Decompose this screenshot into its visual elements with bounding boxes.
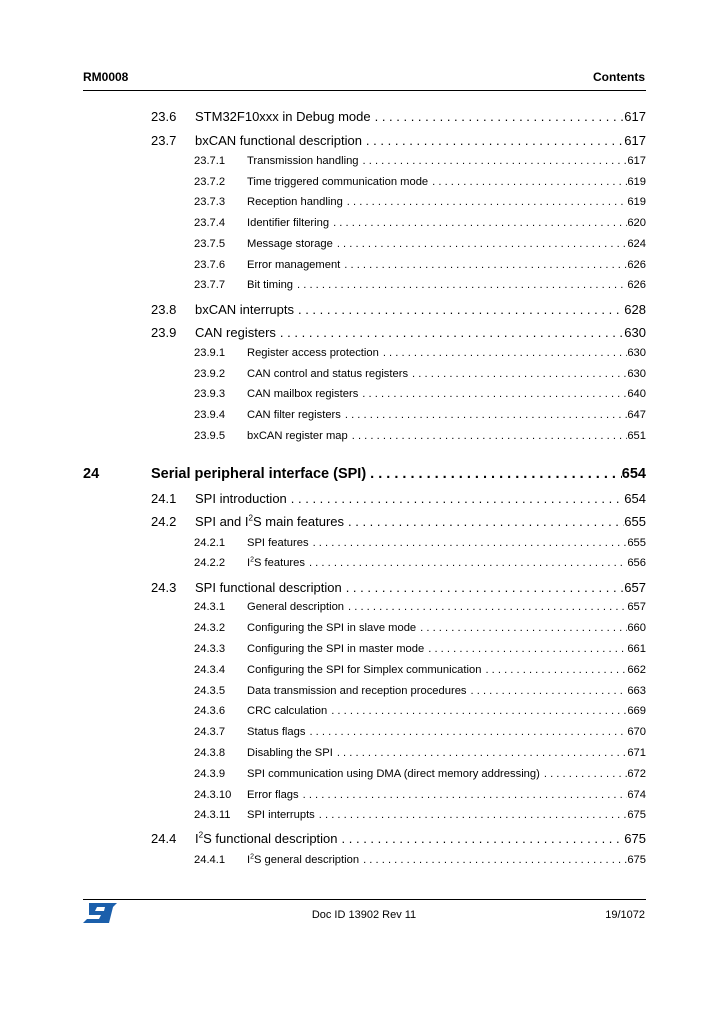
toc-page: 617 (624, 133, 646, 148)
toc-leader (428, 176, 627, 188)
toc-entry[interactable] (194, 388, 646, 400)
toc-title: Configuring the SPI in slave mode (247, 622, 417, 634)
toc-page: 671 (627, 747, 646, 759)
toc-number: 23.9.1 (194, 347, 226, 359)
toc-leader (305, 557, 627, 569)
toc-page: 630 (624, 325, 646, 340)
toc-number: 24.3.6 (194, 705, 226, 717)
toc-page: 655 (624, 514, 646, 529)
toc-entry[interactable] (194, 809, 646, 821)
toc-number: 23.8 (151, 302, 177, 317)
toc-number: 24.3.3 (194, 643, 226, 655)
toc-leader (344, 514, 624, 529)
toc-title: Error flags (247, 789, 299, 801)
toc-entry[interactable] (194, 789, 646, 801)
footer-divider (83, 899, 646, 900)
toc-page: 624 (627, 238, 646, 250)
toc-leader (358, 388, 627, 400)
toc-number: 23.6 (151, 109, 177, 124)
toc-page: 626 (627, 259, 646, 271)
toc-title: SPI communication using DMA (direct memory addressing) (247, 768, 540, 780)
toc-entry[interactable] (194, 347, 646, 359)
toc-number: 24.4.1 (194, 854, 226, 866)
toc-number: 23.9.2 (194, 368, 226, 380)
toc-leader (299, 789, 628, 801)
toc-leader (341, 409, 627, 421)
toc-leader (362, 133, 624, 148)
toc-leader (359, 854, 627, 866)
toc-entry[interactable] (194, 622, 646, 634)
toc-entry[interactable] (151, 325, 646, 340)
toc-leader (276, 325, 624, 340)
toc-page: 675 (627, 809, 646, 821)
toc-entry[interactable] (194, 643, 646, 655)
toc-number: 23.7.4 (194, 217, 226, 229)
toc-title: bxCAN interrupts (195, 302, 294, 317)
toc-entry[interactable] (194, 685, 646, 697)
toc-entry[interactable] (194, 409, 646, 421)
toc-entry[interactable] (194, 664, 646, 676)
toc-title: $I^2S$ features (247, 556, 305, 569)
toc-entry[interactable] (194, 705, 646, 717)
toc-leader (340, 259, 627, 271)
toc-leader (481, 664, 627, 676)
toc-title: Data transmission and reception procedures (247, 685, 467, 697)
toc-page: 630 (627, 368, 646, 380)
toc-page: 619 (627, 176, 646, 188)
toc-entry[interactable] (151, 491, 646, 506)
toc-number: 24.3.9 (194, 768, 226, 780)
toc-entry[interactable] (194, 238, 646, 250)
toc-entry[interactable] (151, 302, 646, 317)
toc-page: 662 (627, 664, 646, 676)
toc-title: bxCAN functional description (195, 133, 362, 148)
toc-page: 654 (621, 466, 646, 482)
header-section-title: Contents (593, 70, 645, 84)
toc-title: SPI and $I^2S$ main features (195, 513, 345, 529)
toc-title: $I^2S$ functional description (195, 830, 338, 846)
toc-entry[interactable] (194, 726, 646, 738)
toc-title: Reception handling (247, 196, 343, 208)
toc-entry[interactable] (194, 768, 646, 780)
toc-leader (344, 601, 627, 613)
toc-number: 24.3.11 (194, 809, 231, 821)
toc-page: 620 (627, 217, 646, 229)
toc-title: Error management (247, 259, 341, 271)
toc-entry[interactable] (194, 430, 646, 442)
toc-title: CAN mailbox registers (247, 388, 359, 400)
toc-entry[interactable] (151, 514, 646, 529)
header-divider (83, 90, 646, 91)
toc-entry[interactable] (194, 368, 646, 380)
toc-number: 24.2.1 (194, 537, 226, 549)
toc-leader (294, 302, 624, 317)
toc-page: 672 (627, 768, 646, 780)
toc-number: 24.4 (151, 831, 177, 846)
toc-page: 619 (627, 196, 646, 208)
toc-leader (343, 196, 628, 208)
toc-leader (379, 347, 628, 359)
footer-page-number: 19/1072 (605, 909, 645, 921)
toc-leader (540, 768, 627, 780)
toc-entry[interactable] (194, 537, 646, 549)
toc-entry[interactable] (151, 133, 646, 148)
toc-page: 651 (627, 430, 646, 442)
toc-title: Configuring the SPI for Simplex communication (247, 664, 482, 676)
toc-entry[interactable] (194, 279, 646, 291)
toc-leader (287, 491, 625, 506)
toc-page: 654 (624, 491, 646, 506)
toc-title: Register access protection (247, 347, 379, 359)
toc-leader (333, 747, 628, 759)
toc-number: 24.3.7 (194, 726, 226, 738)
toc-number: 23.9 (151, 325, 177, 340)
toc-leader (342, 580, 625, 595)
toc-number: 23.7.5 (194, 238, 226, 250)
toc-leader (338, 831, 625, 846)
toc-title: General description (247, 601, 345, 613)
toc-number: 23.9.4 (194, 409, 226, 421)
toc-title: Identifier filtering (247, 217, 330, 229)
toc-number: 24.1 (151, 491, 177, 506)
toc-leader (416, 622, 627, 634)
toc-number: 23.7.6 (194, 259, 226, 271)
toc-page: 626 (627, 279, 646, 291)
toc-title: STM32F10xxx in Debug mode (195, 109, 371, 124)
toc-title: bxCAN register map (247, 430, 348, 442)
toc-number: 24.3.10 (194, 789, 232, 801)
toc-page: 655 (627, 537, 646, 549)
toc-entry[interactable] (194, 854, 646, 866)
toc-page: 669 (627, 705, 646, 717)
toc-page: 661 (627, 643, 646, 655)
toc-number: 23.7.2 (194, 176, 226, 188)
toc-entry[interactable] (194, 557, 646, 569)
toc-leader (424, 643, 627, 655)
toc-entry[interactable] (194, 601, 646, 613)
toc-page: 630 (627, 347, 646, 359)
toc-page: 660 (627, 622, 646, 634)
toc-page: 640 (627, 388, 646, 400)
toc-title: CAN control and status registers (247, 368, 409, 380)
header-doc-ref: RM0008 (83, 70, 129, 84)
toc-number: 24.3.4 (194, 664, 226, 676)
toc-title: Bit timing (247, 279, 294, 291)
toc-number: 24.2.2 (194, 557, 226, 569)
toc-page: 670 (627, 726, 646, 738)
toc-entry[interactable] (151, 580, 646, 595)
toc-leader (366, 466, 622, 482)
toc-title: Message storage (247, 238, 333, 250)
toc-number: 23.7 (151, 133, 177, 148)
toc-title: Disabling the SPI (247, 747, 333, 759)
toc-leader (371, 109, 625, 124)
toc-page: 675 (627, 854, 646, 866)
toc-number: 23.9.3 (194, 388, 226, 400)
toc-title: Transmission handling (247, 155, 359, 167)
toc-number: 24.3.5 (194, 685, 226, 697)
toc-title: Configuring the SPI in master mode (247, 643, 425, 655)
toc-page: 628 (624, 302, 646, 317)
toc-leader (348, 430, 628, 442)
toc-number: 24 (83, 466, 100, 482)
toc-title: SPI features (247, 537, 309, 549)
toc-number: 23.7.3 (194, 196, 226, 208)
toc-page: 657 (627, 601, 646, 613)
toc-leader (467, 685, 628, 697)
toc-title: SPI interrupts (247, 809, 315, 821)
toc-page: 647 (627, 409, 646, 421)
footer-doc-id: Doc ID 13902 Rev 11 (311, 909, 417, 921)
toc-title: $I^2S$ general description (247, 853, 360, 866)
toc-leader (327, 705, 627, 717)
toc-number: 24.3 (151, 580, 177, 595)
toc-title: CAN registers (195, 325, 276, 340)
toc-entry[interactable] (151, 109, 646, 124)
toc-page: 617 (627, 155, 646, 167)
toc-number: 23.9.5 (194, 430, 226, 442)
toc-page: 663 (627, 685, 646, 697)
toc-title: Time triggered communication mode (247, 176, 429, 188)
toc-leader (408, 368, 627, 380)
toc-entry[interactable] (194, 196, 646, 208)
toc-title: CAN filter registers (247, 409, 341, 421)
toc-title: SPI introduction (195, 491, 287, 506)
toc-entry[interactable] (194, 217, 646, 229)
toc-entry[interactable] (194, 747, 646, 759)
toc-number: 24.2 (151, 514, 177, 529)
toc-number: 23.7.7 (194, 279, 226, 291)
toc-leader (315, 809, 628, 821)
toc-number: 23.7.1 (194, 155, 226, 167)
toc-entry[interactable] (194, 155, 646, 167)
toc-leader (309, 537, 628, 549)
toc-page: 674 (627, 789, 646, 801)
toc-entry[interactable] (151, 831, 646, 846)
toc-page: 675 (624, 831, 646, 846)
toc-leader (333, 238, 628, 250)
toc-title: SPI functional description (195, 580, 342, 595)
toc-page: 657 (624, 580, 646, 595)
toc-number: 24.3.8 (194, 747, 226, 759)
toc-title: Serial peripheral interface (SPI) (151, 466, 367, 482)
toc-leader (359, 155, 628, 167)
toc-entry[interactable] (194, 259, 646, 271)
toc-number: 24.3.1 (194, 601, 226, 613)
toc-entry[interactable] (194, 176, 646, 188)
toc-page: 656 (627, 557, 646, 569)
toc-chapter-entry[interactable] (83, 466, 646, 482)
toc-leader (329, 217, 627, 229)
toc-title: Status flags (247, 726, 306, 738)
toc-number: 24.3.2 (194, 622, 226, 634)
toc-leader (305, 726, 627, 738)
toc-title: CRC calculation (247, 705, 328, 717)
toc-leader (293, 279, 627, 291)
toc-page: 617 (624, 109, 646, 124)
